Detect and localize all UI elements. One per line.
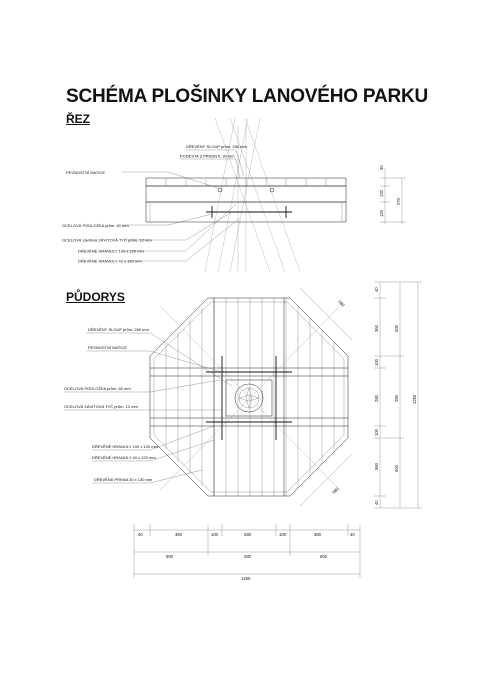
label-washer-section: OCELOVÁ PODLOŽKA prům. 60 mm xyxy=(62,223,129,228)
section-heading-pudorys: PŮDORYS xyxy=(66,290,125,304)
dim-right-total: 1250 xyxy=(412,394,417,404)
dim-b1-0: 40 xyxy=(138,532,143,537)
dim-diag-bottom: 580 xyxy=(331,486,340,495)
label-rod-section: OCELOVÁ závitová ZÁVITOVÁ TYČ prům. 12 mm xyxy=(62,237,152,243)
dim-bottom-total: 1250 xyxy=(241,576,251,581)
label-plank-plan: DŘEVĚNÁ PRKNA 30 x 130 mm xyxy=(94,477,153,482)
bolt-left xyxy=(218,188,222,192)
section-view xyxy=(62,118,406,272)
dim-r2-0: 500 xyxy=(394,325,399,332)
dim-b2-2: 500 xyxy=(320,554,327,559)
dim-b2-0: 500 xyxy=(166,554,173,559)
label-washer-plan: OCELOVÁ PODLOŽKA prům. 60 mm xyxy=(64,386,131,391)
dim-r1-6: 40 xyxy=(374,500,379,505)
label-rod-plan: OCELOVÁ ZÁVITOVÁ TYČ prům. 12 mm xyxy=(64,404,138,409)
dim-diag-top: 580 xyxy=(337,299,346,308)
label-platform-section: PODESTA Z PRKEN tl. 30 mm xyxy=(180,153,235,159)
dim-r2-2: 500 xyxy=(394,465,399,472)
plank-divisions xyxy=(166,178,326,186)
label-beam2-plan: DŘEVĚNÉ HRANOLY 40 x 120 mm xyxy=(92,455,156,460)
page-title: SCHÉMA PLOŠINKY LANOVÉHO PARKU xyxy=(66,86,429,107)
dim-30: 30 xyxy=(379,165,384,170)
dim-270: 270 xyxy=(396,198,401,205)
dim-b1-4: 100 xyxy=(279,532,286,537)
label-beam2-section: DŘEVĚNÉ HRANOLY 40 x 120 mm xyxy=(78,258,142,264)
post-box xyxy=(226,380,272,416)
dim-b1-2: 100 xyxy=(211,532,218,537)
dim-b2-1: 280 xyxy=(244,554,251,559)
section-heading-rez: ŘEZ xyxy=(66,112,90,126)
label-nut-section: PEVNOSTNÍ MATICE xyxy=(66,170,106,175)
dim-r1-5: 360 xyxy=(374,463,379,470)
dim-r1-4: 100 xyxy=(374,429,379,436)
dim-r2-1: 280 xyxy=(394,395,399,402)
plan-planks xyxy=(166,298,334,496)
dim-r1-0: 40 xyxy=(374,287,379,292)
dim-r1-3: 280 xyxy=(374,395,379,402)
label-nut-plan: PEVNOSTNÍ MATICE xyxy=(88,345,128,350)
label-beam1-section: DŘEVĚNÉ HRANOLY 100 x 120 mm xyxy=(78,248,144,254)
dim-120b: 120 xyxy=(379,210,384,217)
dim-r1-2: 100 xyxy=(374,359,379,366)
dim-r1-1: 360 xyxy=(374,325,379,332)
dim-b1-6: 40 xyxy=(350,532,355,537)
label-beam1-plan: DŘEVĚNÉ HRANOLY 100 x 120 mm xyxy=(92,444,158,449)
plan-view xyxy=(64,282,422,581)
label-post-section: DŘEVĚNÝ SLOUP prům. 280 mm xyxy=(186,144,247,149)
dim-b1-5: 360 xyxy=(314,532,321,537)
label-post-plan: DŘEVĚNÝ SLOUP prům. 280 mm xyxy=(88,327,149,332)
dim-120a: 120 xyxy=(379,190,384,197)
section-leaders xyxy=(122,150,244,261)
dim-b1-3: 280 xyxy=(244,532,251,537)
plan-rods xyxy=(206,356,292,440)
dim-b1-1: 360 xyxy=(175,532,182,537)
